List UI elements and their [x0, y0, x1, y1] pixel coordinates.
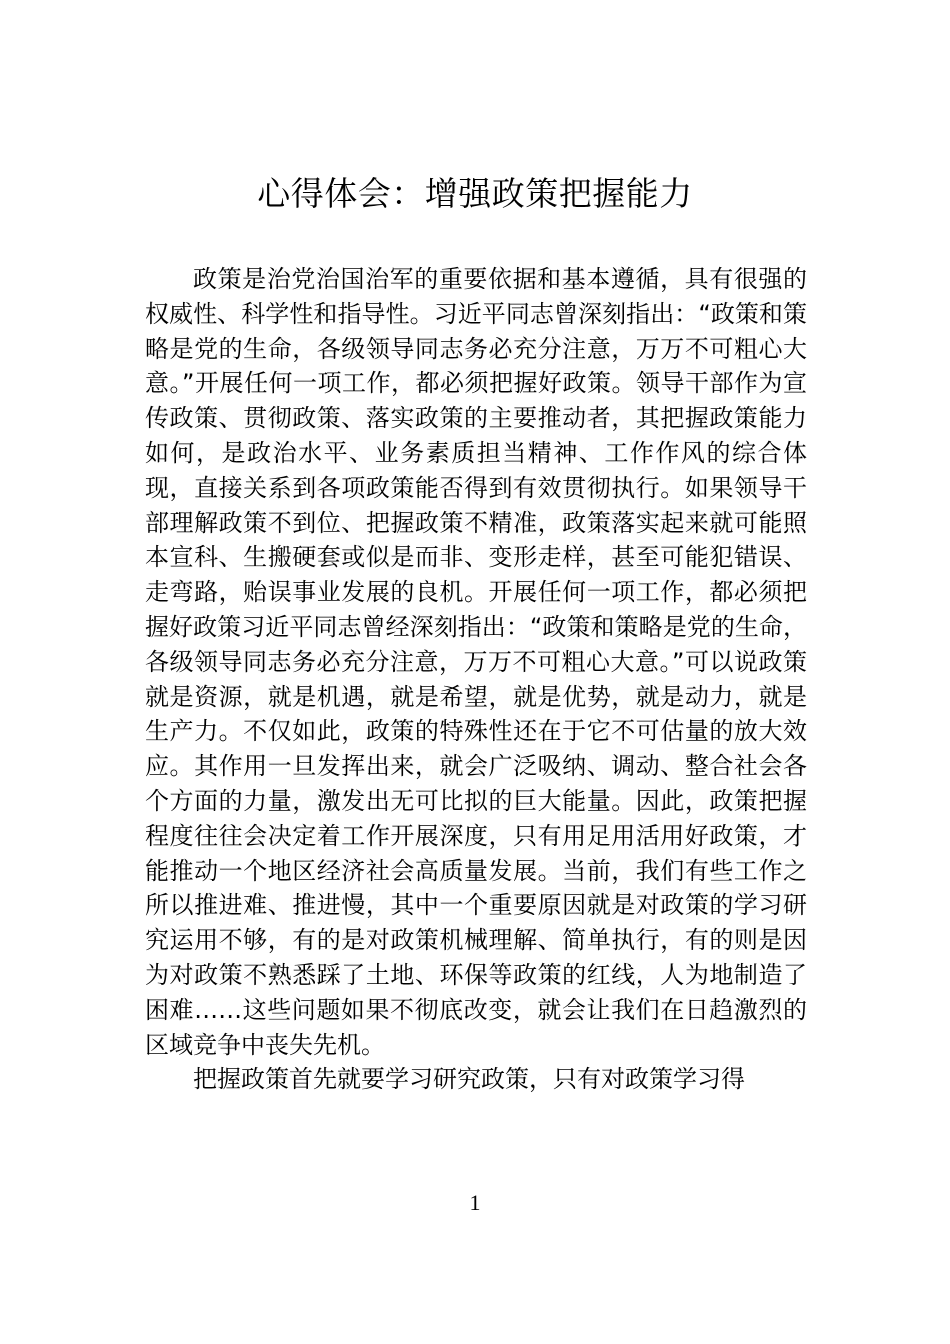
document-body	[145, 262, 807, 1097]
paragraph-2: 把握政策首先就要学习研究政策，只有对政策学习得	[193, 1065, 745, 1094]
page-number: 1	[469, 1190, 481, 1215]
document-title: 心得体会：增强政策把握能力	[257, 174, 693, 213]
paragraph-1: 政策是治党治国治军的重要依据和基本遵循，具有很强的权威性、科学性和指导性。习近平同志曾深刻指出：“政策和策略是党的生命，各级领导同志务必充分注意，万万不可粗心大意。”开展任何一项工作，都必须把握好政策。领导干部作为宣传政策、贯彻政策、落实政策的主要推动者，其把握政策能力如何，是政治水平、业务素质担当精神、工作作风的综合体现，直接关系到各项政策能否得到有效贯彻执行。如果领导干部理解政策不到位、把握政策不精准，政策落实起来就可能照本宣科、生搬硬套或似是而非、变形走样，甚至可能犯错误、走弯路，贻误事业发展的良机。开展任何一项工作，都必须把握好政策习近平同志曾经深刻指出：“政策和策略是党的生命，各级领导同志务必充分注意，万万不可粗心大意。”可以说政策就是资源，就是机遇，就是希望，就是优势，就是动力，就是生产力。不仅如此，政策的特殊性还在于它不可估量的放大效应。其作用一旦发挥出来，就会广泛吸纳、调动、整合社会各个方面的力量，激发出无可比拟的巨大能量。因此，政策把握程度往往会决定着工作开展深度，只有用足用活用好政策，才能推动一个地区经济社会高质量发展。当前，我们有些工作之所以推进难、推进慢，其中一个重要原因就是对政策的学习研究运用不够，有的是对政策机械理解、简单执行，有的则是因为对政策不熟悉踩了土地、环保等政策的红线，人为地制造了困难……这些问题如果不彻底改变，就会让我们在日趋激烈的区域竞争中丧失先机。	[145, 265, 807, 1059]
